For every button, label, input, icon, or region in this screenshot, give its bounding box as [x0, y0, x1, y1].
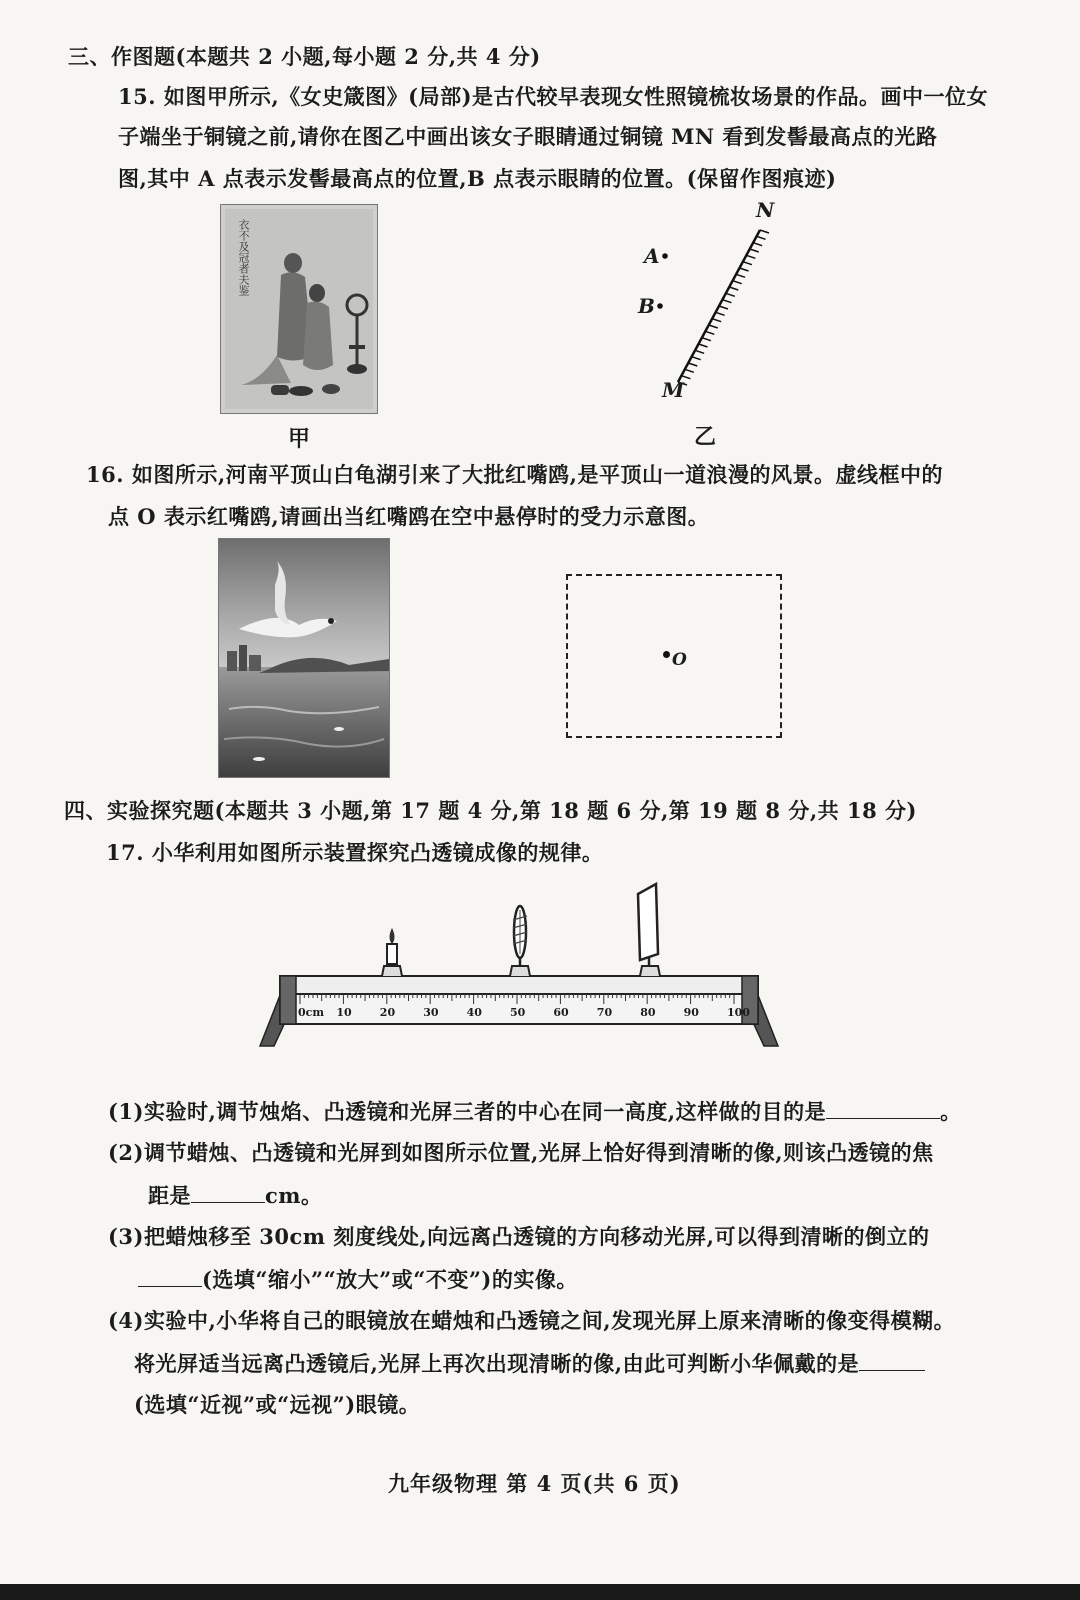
q17-p4c: (选填“近视”或“远视”)眼镜。: [134, 1392, 421, 1417]
mirror-hatch-mark: [743, 262, 752, 265]
q17-p2b-post: cm。: [265, 1183, 323, 1208]
q15-line3: 图,其中 A 点表示发髻最高点的位置,B 点表示眼睛的位置。(保留作图痕迹): [118, 166, 837, 191]
mirror-hatch-mark: [695, 350, 704, 353]
label-m: M: [662, 378, 685, 402]
q17-p1-blank[interactable]: [826, 1096, 940, 1119]
q17-p3a: (3)把蜡烛移至 30cm 刻度线处,向远离凸透镜的方向移动光屏,可以得到清晰的倒立的: [108, 1224, 930, 1249]
q17-p4b-text: 将光屏适当远离凸透镜后,光屏上再次出现清晰的像,由此可判断小华佩戴的是: [134, 1351, 860, 1376]
q17-p4b: [134, 1348, 925, 1379]
ruler-label: 70: [596, 1006, 613, 1019]
page-footer: 九年级物理 第 4 页(共 6 页): [388, 1471, 681, 1496]
caption-yi: 乙: [694, 424, 717, 450]
mirror-hatch-mark: [716, 312, 725, 315]
mirror-hatch-mark: [726, 293, 735, 296]
ruler-label: 0cm: [298, 1006, 324, 1019]
q17-p1-text: (1)实验时,调节烛焰、凸透镜和光屏三者的中心在同一高度,这样做的目的是: [108, 1099, 827, 1124]
optical-bench: [256, 880, 782, 1052]
ruler-label: 100: [727, 1006, 750, 1019]
mirror-hatch-mark: [705, 331, 714, 334]
section4-header: 四、实验探究题(本题共 3 小题,第 17 题 4 分,第 18 题 6 分,第 19 题 8 分,共 18 分): [64, 798, 917, 823]
q17-p1: [108, 1096, 962, 1127]
gull-photo: [218, 538, 390, 778]
mirror-hatch-mark: [746, 255, 755, 258]
label-a: A: [644, 244, 660, 268]
light-screen: [638, 884, 660, 976]
mirror-hatch-mark: [750, 249, 759, 252]
q17-p2b-pre: 距是: [148, 1183, 191, 1208]
mirror-hatching: [678, 230, 769, 385]
q17-p2-blank[interactable]: [191, 1180, 265, 1203]
ruler-label: 80: [640, 1006, 656, 1019]
section3-header: 三、作图题(本题共 2 小题,每小题 2 分,共 4 分): [68, 44, 541, 69]
q17-p1-end: 。: [940, 1099, 962, 1124]
ruler-label: 50: [510, 1006, 526, 1019]
mirror-hatch-mark: [740, 268, 749, 271]
bottom-edge-bar: [0, 1584, 1080, 1600]
ruler-label: 60: [553, 1006, 569, 1019]
mirror-hatch-mark: [733, 281, 742, 284]
mirror-hatch-mark: [688, 363, 697, 366]
mirror-hatch-mark: [692, 357, 701, 360]
q17-p4-blank[interactable]: [859, 1348, 925, 1371]
mirror-hatch-mark: [757, 236, 766, 239]
ruler-label: 20: [379, 1006, 396, 1019]
label-o: O: [672, 650, 687, 670]
point-o: [663, 651, 670, 658]
q17-p3b: [138, 1264, 578, 1295]
q17-p4a: (4)实验中,小华将自己的眼镜放在蜡烛和凸透镜之间,发现光屏上原来清晰的像变得模糊。: [108, 1308, 956, 1333]
mirror-hatch-mark: [699, 344, 708, 347]
point-a: [662, 253, 668, 259]
q17-p2a: (2)调节蜡烛、凸透镜和光屏到如图所示位置,光屏上恰好得到清晰的像,则该凸透镜的焦: [108, 1140, 934, 1165]
point-b: [657, 303, 663, 309]
q16-line1: 16. 如图所示,河南平顶山白龟湖引来了大批红嘴鸥,是平顶山一道浪漫的风景。虚线框中的: [86, 462, 943, 487]
q15-line1: 15. 如图甲所示,《女史箴图》(局部)是古代较早表现女性照镜梳妆场景的作品。画中一位女: [118, 84, 989, 109]
mirror-hatch-mark: [702, 338, 711, 341]
ruler-label: 10: [336, 1006, 352, 1019]
painting-inscription: 衣不及冠者夫鉴: [237, 219, 250, 296]
mirror-hatch-mark: [709, 325, 718, 328]
gull-photo-illustration: [219, 539, 389, 777]
mirror-hatch-mark: [729, 287, 738, 290]
mirror-hatch-mark: [760, 230, 769, 233]
ruler-label: 30: [423, 1006, 439, 1019]
q17-p3-blank[interactable]: [138, 1264, 202, 1287]
ruler-label: 90: [683, 1006, 699, 1019]
mirror-hatch-mark: [722, 300, 731, 303]
label-b: B: [638, 294, 655, 318]
mirror-hatch-mark: [685, 369, 694, 372]
painting-figure: [220, 204, 378, 414]
caption-jia: 甲: [288, 426, 311, 452]
q17-intro: 17. 小华利用如图所示装置探究凸透镜成像的规律。: [106, 840, 604, 865]
q16-line2: 点 O 表示红嘴鸥,请画出当红嘴鸥在空中悬停时的受力示意图。: [108, 504, 710, 529]
ruler-label: 40: [466, 1006, 482, 1019]
mirror-hatch-mark: [753, 243, 762, 246]
mirror-hatch-mark: [712, 319, 721, 322]
mirror-hatch-mark: [736, 274, 745, 277]
candle: [382, 928, 402, 976]
q15-line2: 子端坐于铜镜之前,请你在图乙中画出该女子眼睛通过铜镜 MN 看到发髻最高点的光路: [118, 124, 938, 149]
q17-p3b-text: (选填“缩小”“放大”或“不变”)的实像。: [202, 1267, 578, 1292]
q17-p2b: [148, 1180, 323, 1211]
mirror-hatch-mark: [719, 306, 728, 309]
convex-lens: [510, 906, 530, 976]
label-n: N: [756, 198, 775, 222]
